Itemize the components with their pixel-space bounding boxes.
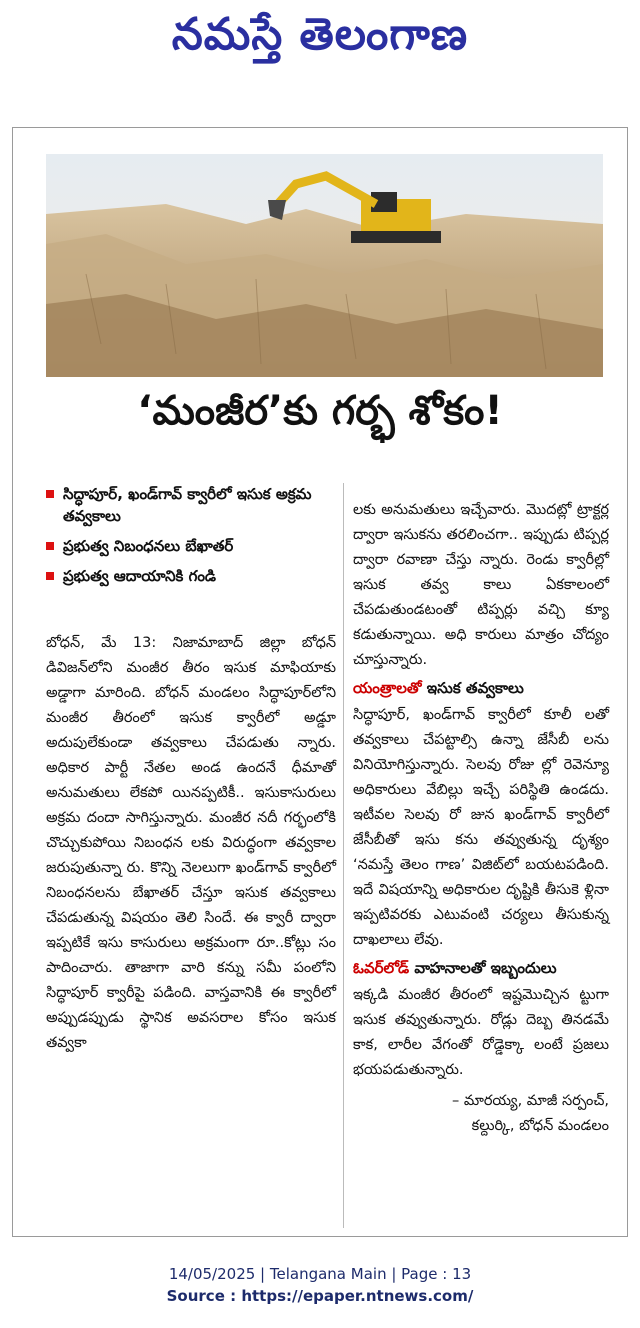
body-paragraph: ఇక్కడి మంజీర తీరంలో ఇష్టమొచ్చిన ట్టుగా ఇసుక తవ్వుతున్నారు. రోడ్లు దెబ్బ తినడమే కాక, లారీల వేగంతో రోడ్డెక్కా లంటే ప్రజలు భయపడుతున్నారు. [353,987,609,1078]
body-paragraph: బోధన్, మే 13: నిజామాబాద్ జిల్లా బోధన్ డివిజన్‌లోని మంజీర తీరం ఇసుక మాఫియాకు అడ్డాగా మారింది. బోధన్ మండలం సిద్ధాపూర్‌లోని మంజీర తీరంలో ఇసుక క్వారీలో అడ్డూ అదుపులేకుండా తవ్వకాలు చేపడుతు న్నారు. అధికార పార్టీ నేతల అండ ఉందనే ధీమాతో అనుమతులు లేకపో యినప్పటికీ.. ఇసుకాసురులు అక్రమ దందా సాగిస్తున్నారు. మంజీర నదీ గర్భంలోకి చొచ్చుకుపోయి నిబంధన లకు విరుద్ధంగా తవ్వకాల జరుపుతున్నా రు. కొన్ని నెలలుగా ఖండ్‌గావ్ క్వారీలో నిబంధనలను బేఖాతర్ చేస్తూ ఇసుక తవ్వకాలు చేపడుతున్న విషయం తెలి సిందే. ఈ క్వారీ ద్వారా ఇప్పటికే ఇసు కాసురులు అక్రమంగా రూ..కోట్లు సం పాదించారు. తాజాగా వారి కన్ను సమీ పంలోని సిద్ధాపూర్ క్వారీపై పడింది. వాస్తవానికి ఈ క్వారీలో అప్పుడప్పుడు స్థానిక అవసరాల కోసం ఇసుక తవ్వకా [46,635,336,1051]
list-item: సిద్ధాపూర్, ఖండ్‌గావ్ క్వారీలో ఇసుక అక్రమ తవ్వకాలు [46,483,336,527]
highlights-list [46,483,336,595]
subheading: ఓవర్‌లోడ్ వాహనాలతో ఇబ్బందులు [353,959,557,977]
list-item: ప్రభుత్వ ఆదాయానికి గండి [46,565,336,587]
article-photo [46,154,603,377]
article-body-left [46,631,336,1056]
newspaper-logo: నమస్తే తెలంగాణ [171,9,469,60]
bullet-icon [46,542,54,550]
quote-attribution: – మారయ్య, మాజీ సర్పంచ్, కల్దుర్కి, బోధన్ మండలం [451,1093,609,1134]
article-body-right [353,498,609,1139]
body-paragraph: సిద్ధాపూర్, ఖండ్‌గావ్ క్వారీలో కూలీ లతో తవ్వకాలు చేపట్టాల్సి ఉన్నా జేసీబీ లను వినియోగిస్తున్నారు. సెలవు రోజు ల్లో రెవెన్యూ అధికారులు వేబిల్లు ఇచ్చే పరిస్థితి ఉండదు. ఇటీవల సెలవు రో జున ఖండ్‌గావ్ క్వారీలో జేసీబీతో ఇసు కను తవ్వుతున్న దృశ్యం ‘నమస్తే తెలం గాణ’ విజిట్‌లో బయటపడింది. ఇదే విషయాన్ని అధికారుల దృష్టికి తీసుకె ళ్లినా ఇప్పటివరకు ఎటువంటి చర్యలు తీసుకున్న దాఖలాలు లేవు. [353,707,609,948]
subheading: యంత్రాలతో ఇసుక తవ్వకాలు [353,679,524,697]
masthead [0,0,640,80]
bullet-icon [46,490,54,498]
page-footer [0,1263,640,1307]
bullet-icon [46,572,54,580]
news-clipping [12,127,628,1237]
column-divider [343,483,344,1228]
list-item: ప్రభుత్వ నిబంధనలు బేఖాతర్ [46,535,336,557]
body-paragraph: లకు అనుమతులు ఇచ్చేవారు. మొదట్లో ట్రాక్టర్ల ద్వారా ఇసుకను తరలించగా.. ఇప్పుడు టిప్పర్ల ద్వారా రవాణా చేస్తు న్నారు. రెండు క్వారీల్లో ఇసుక తవ్వ కాలు ఏకకాలంలో చేపడుతుండటంతో టిప్పర్లు వచ్చి క్యూ కడుతున్నాయి. అధి కారులు మాత్రం చోద్యం చూస్తున్నారు. [353,502,609,668]
source-link[interactable]: Source : https://epaper.ntnews.com/ [166,1287,474,1305]
edition-info: 14/05/2025 | Telangana Main | Page : 13 [168,1265,472,1283]
article-headline: ‘మంజీర’కు గర్భ శోకం! [137,388,503,434]
